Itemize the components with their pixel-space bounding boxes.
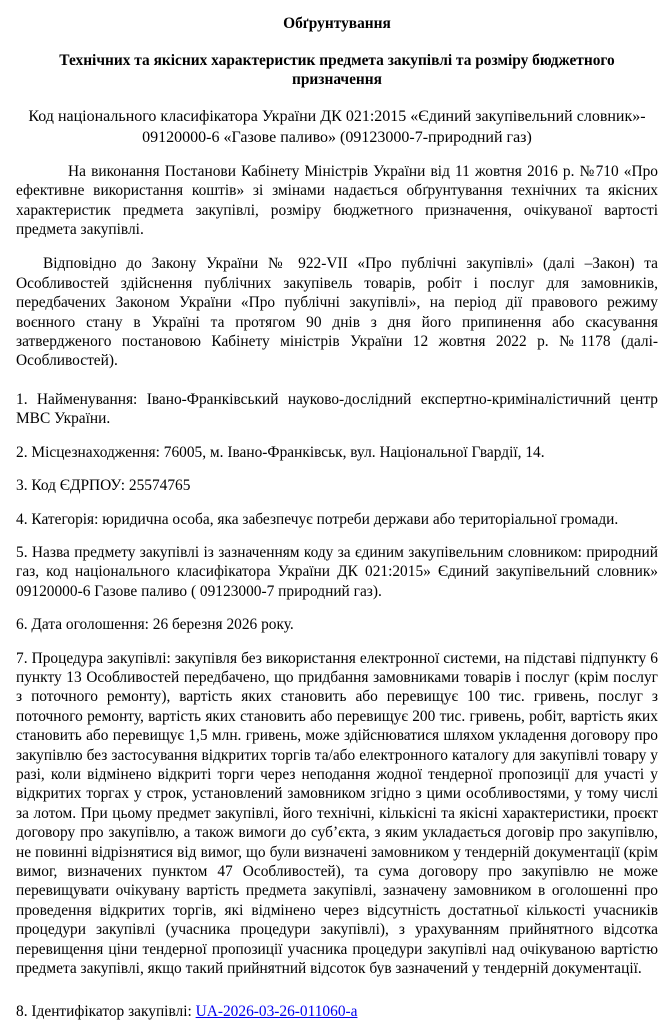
item-number: 1.: [16, 390, 28, 408]
item-number: 2.: [16, 443, 28, 461]
item-value: юридична особа, яка забезпечує потреби держави або територіальної громади.: [102, 510, 619, 528]
item-label: Дата оголошення:: [31, 616, 149, 634]
item-value: 25574765: [128, 477, 191, 495]
document-title: Обґрунтування: [283, 15, 391, 32]
item-label: Код ЄДРПОУ:: [31, 477, 126, 495]
item-value: природний газ, код національного класифікатора України ДК 021:2015» Єдиний закупівельний словник» 09120000-6 Газове паливо ( 09123000-7 природний газ).: [16, 543, 658, 600]
item-value: 76005, м. Івано-Франківськ, вул. Національної Гвардії, 14.: [163, 443, 545, 461]
classifier-code-line: Код національного класифікатора України ДК 021:2015 «Єдиний закупівельний словник»- 09120000-6 «Газове паливо» (09123000-7-природний газ): [28, 107, 646, 146]
item-label: Найменування:: [36, 390, 138, 408]
item-procurement-subject: [16, 543, 658, 601]
intro-paragraph-resolution: На виконання Постанови Кабінету Міністрів України від 11 жовтня 2016 р. №710 «Про ефективне використання коштів» зі змінами надається обґрунтування технічних та якісних характеристик предмета закупівлі, розміру бюджетного призначення, очікуваної вартості предмета закупівлі.: [16, 162, 658, 239]
item-value: Івано-Франківський науково-дослідний експертно-криміналістичний центр МВС України.: [16, 390, 658, 428]
item-procurement-procedure: [16, 649, 658, 979]
procurement-id-link[interactable]: UA-2026-03-26-011060-a: [195, 1003, 358, 1021]
item-announcement-date: [16, 615, 658, 634]
item-number: 3.: [16, 477, 28, 495]
item-procurement-identifier: [16, 1002, 658, 1021]
item-label: Назва предмету закупівлі із зазначенням коду за єдиним закупівельним словником:: [31, 543, 582, 561]
item-name: [16, 390, 658, 429]
item-number: 8.: [16, 1003, 28, 1021]
item-label: Місцезнаходження:: [31, 443, 160, 461]
item-number: 5.: [16, 543, 28, 561]
item-label: Ідентифікатор закупівлі:: [31, 1003, 192, 1021]
item-category: [16, 510, 658, 529]
item-label: Категорія:: [31, 510, 99, 528]
item-value: закупівля без використання електронної системи, на підставі підпункту 6 пункту 13 Особливостей передбачено, що придбання замовниками товарів і послуг (крім послуг з поточного ремонту), вартість яких становить або перевищує 100 тис. гривень, послуг з поточного ремонту, вартість яких становить або перевищує 200 тис. гривень, робіт, вартість яких становить або перевищує 1,5 млн. гривень, може здійснюватися шляхом укладення договору про закупівлю без застосування відкритих торгів та/або електронного каталогу для закупівлі товару у разі, коли відмінено відкриті торги через неподання жодної тендерної пропозиції для участі у відкритих торгах у строк, установлений замовником згідно з цими особливостями, у тому числі за лотом. При цьому предмет закупівлі, його технічні, кількісні та якісні характеристики, проєкт договору про закупівлю, а також вимоги до суб’єкта, з яким укладається договір про закупівлю, не повинні відрізнятися від вимог, що були визначені замовником у тендерній документації (крім вимог, визначених пунктом 47 Особливостей), та сума договору про закупівлю не може перевищувати очікувану вартість предмета закупівлі, зазначену замовником в оголошенні про проведення відкритих торгів, які відмінено через відсутність достатньої кількості учасників процедури закупівлі (учасника процедури закупівлі), з урахуванням прийнятного відсотка перевищення ціни тендерної пропозиції учасника процедури закупівлі над очікуваною вартістю предмета закупівлі, якщо такий прийнятний відсоток був зазначений у тендерній документації.: [16, 649, 658, 978]
document-subtitle: Технічних та якісних характеристик предмета закупівлі та розміру бюджетного призначення: [59, 52, 615, 89]
item-location: [16, 443, 658, 462]
item-value: 26 березня 2026 року.: [152, 616, 294, 634]
item-number: 6.: [16, 616, 28, 634]
item-edrpou-code: [16, 476, 658, 495]
item-label: Процедура закупівлі:: [31, 649, 171, 667]
intro-paragraph-law: Відповідно до Закону України № 922-VIІ «Про публічні закупівлі» (далі –Закон) та Особливостей здійснення публічних закупівель товарів, робіт і послуг для замовників, передбачених Законом України «Про публічні закупівлі», на період дії правового режиму воєнного стану в Україні та протягом 90 днів з дня його припинення або скасування затвердженого постановою Кабінету міністрів України 12 жовтня 2022 р. №1178 (далі-Особливостей).: [16, 255, 658, 370]
item-number: 7.: [16, 649, 28, 667]
item-number: 4.: [16, 510, 28, 528]
